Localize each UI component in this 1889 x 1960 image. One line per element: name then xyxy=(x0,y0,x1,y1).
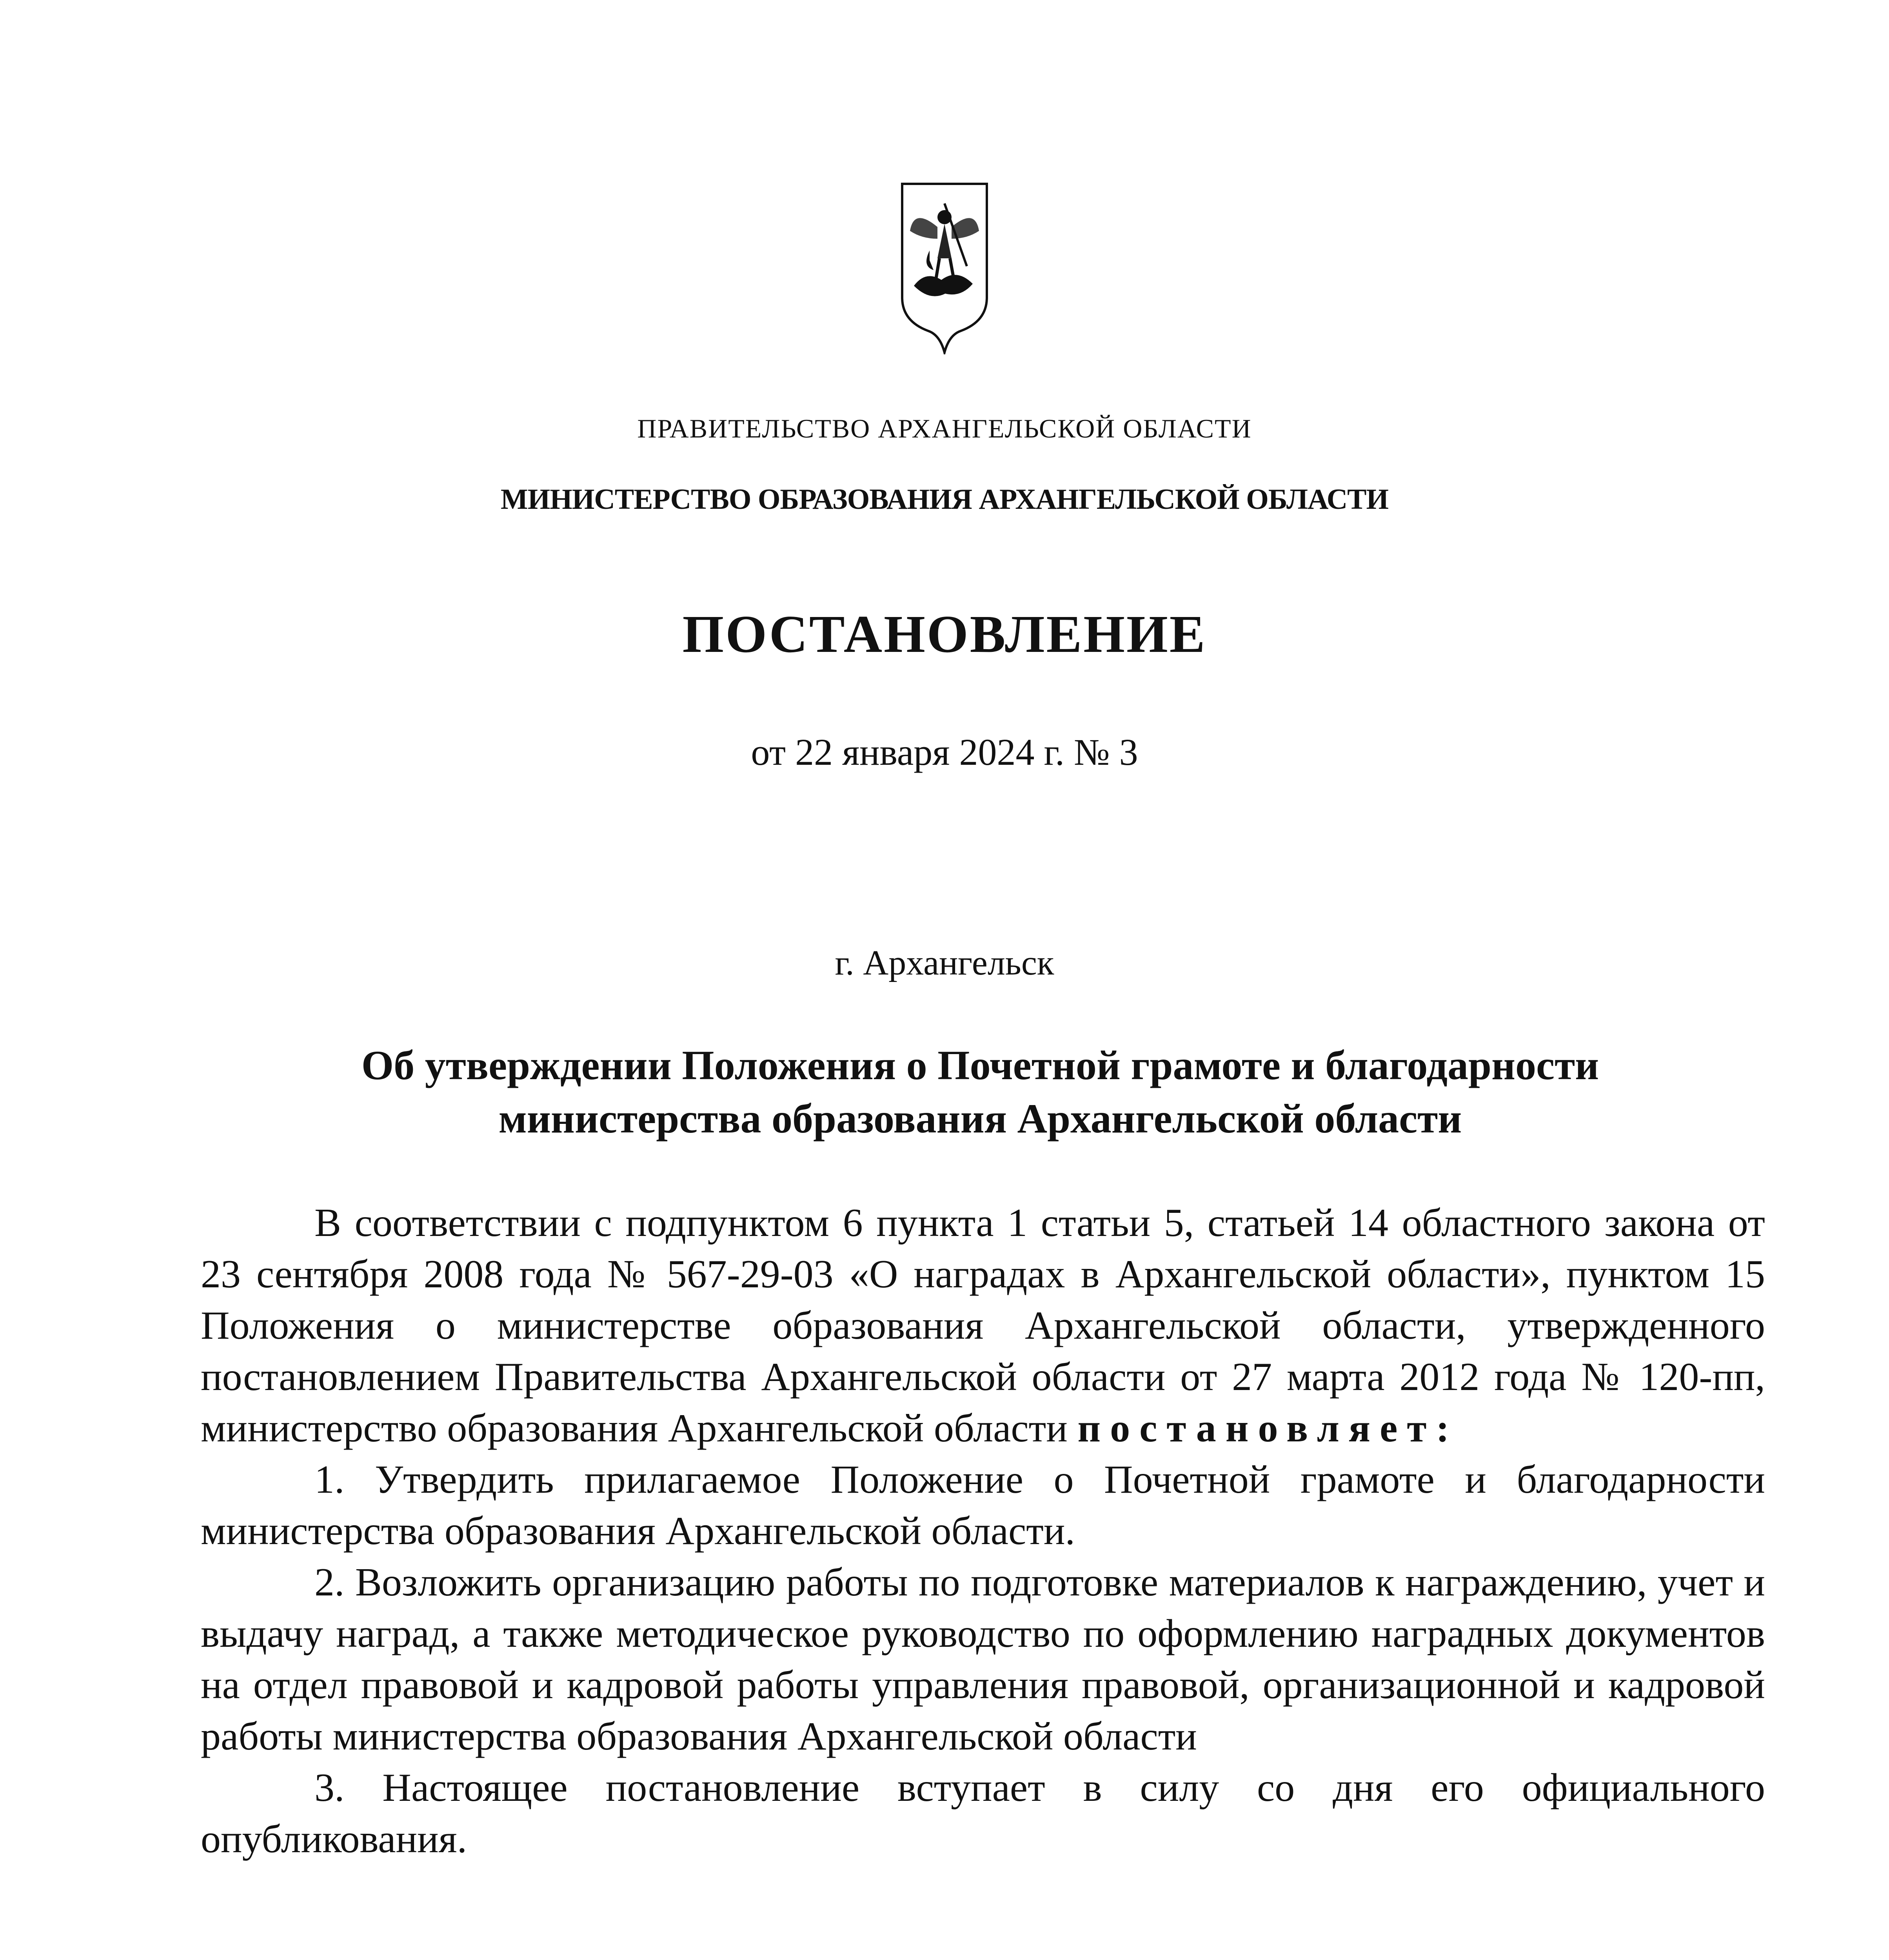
item-1: 1. Утвердить прилагаемое Положение о Почетной грамоте и благодарности министерства образования Архангельской области. xyxy=(201,1457,1765,1553)
document-body xyxy=(201,1197,1765,1865)
preamble-text: В соответствии с подпунктом 6 пункта 1 статьи 5, статьей 14 областного закона от 23 сентября 2008 года № 567-29-03 «О наградах в Архангельской области», пунктом 15 Положения о министерстве образования Архангельской области, утвержденного постановлением Правительства Архангельской области от 27 марта 2012 года № 120-пп, министерство образования Архангельской области xyxy=(201,1201,1765,1450)
document-title xyxy=(204,1039,1756,1145)
document-date-number: от 22 января 2024 г. № 3 xyxy=(751,731,1138,773)
item-3: 3. Настоящее постановление вступает в силу со дня его официального опубликования. xyxy=(201,1766,1765,1861)
government-name: ПРАВИТЕЛЬСТВО АРХАНГЕЛЬСКОЙ ОБЛАСТИ xyxy=(637,414,1252,443)
resolves-text: постановляет: xyxy=(1077,1406,1459,1450)
document-type: ПОСТАНОВЛЕНИЕ xyxy=(682,605,1207,664)
preamble-paragraph xyxy=(201,1197,1765,1454)
ministry-name: МИНИСТЕРСТВО ОБРАЗОВАНИЯ АРХАНГЕЛЬСКОЙ ОБЛАСТИ xyxy=(500,483,1389,515)
item-2: 2. Возложить организацию работы по подготовке материалов к награждению, учет и выдачу наград, а также методическое руководство по оформлению наградных документов на отдел правовой и кадровой работы управления правовой, организационной и кадровой работы министерства образования Архангельской области xyxy=(201,1560,1765,1759)
coat-of-arms-icon xyxy=(898,180,991,354)
document-city: г. Архангельск xyxy=(835,944,1054,982)
document-title-line1: Об утверждении Положения о Почетной грамоте и благодарности xyxy=(361,1042,1599,1088)
document-title-line2: министерства образования Архангельской области xyxy=(498,1096,1462,1142)
